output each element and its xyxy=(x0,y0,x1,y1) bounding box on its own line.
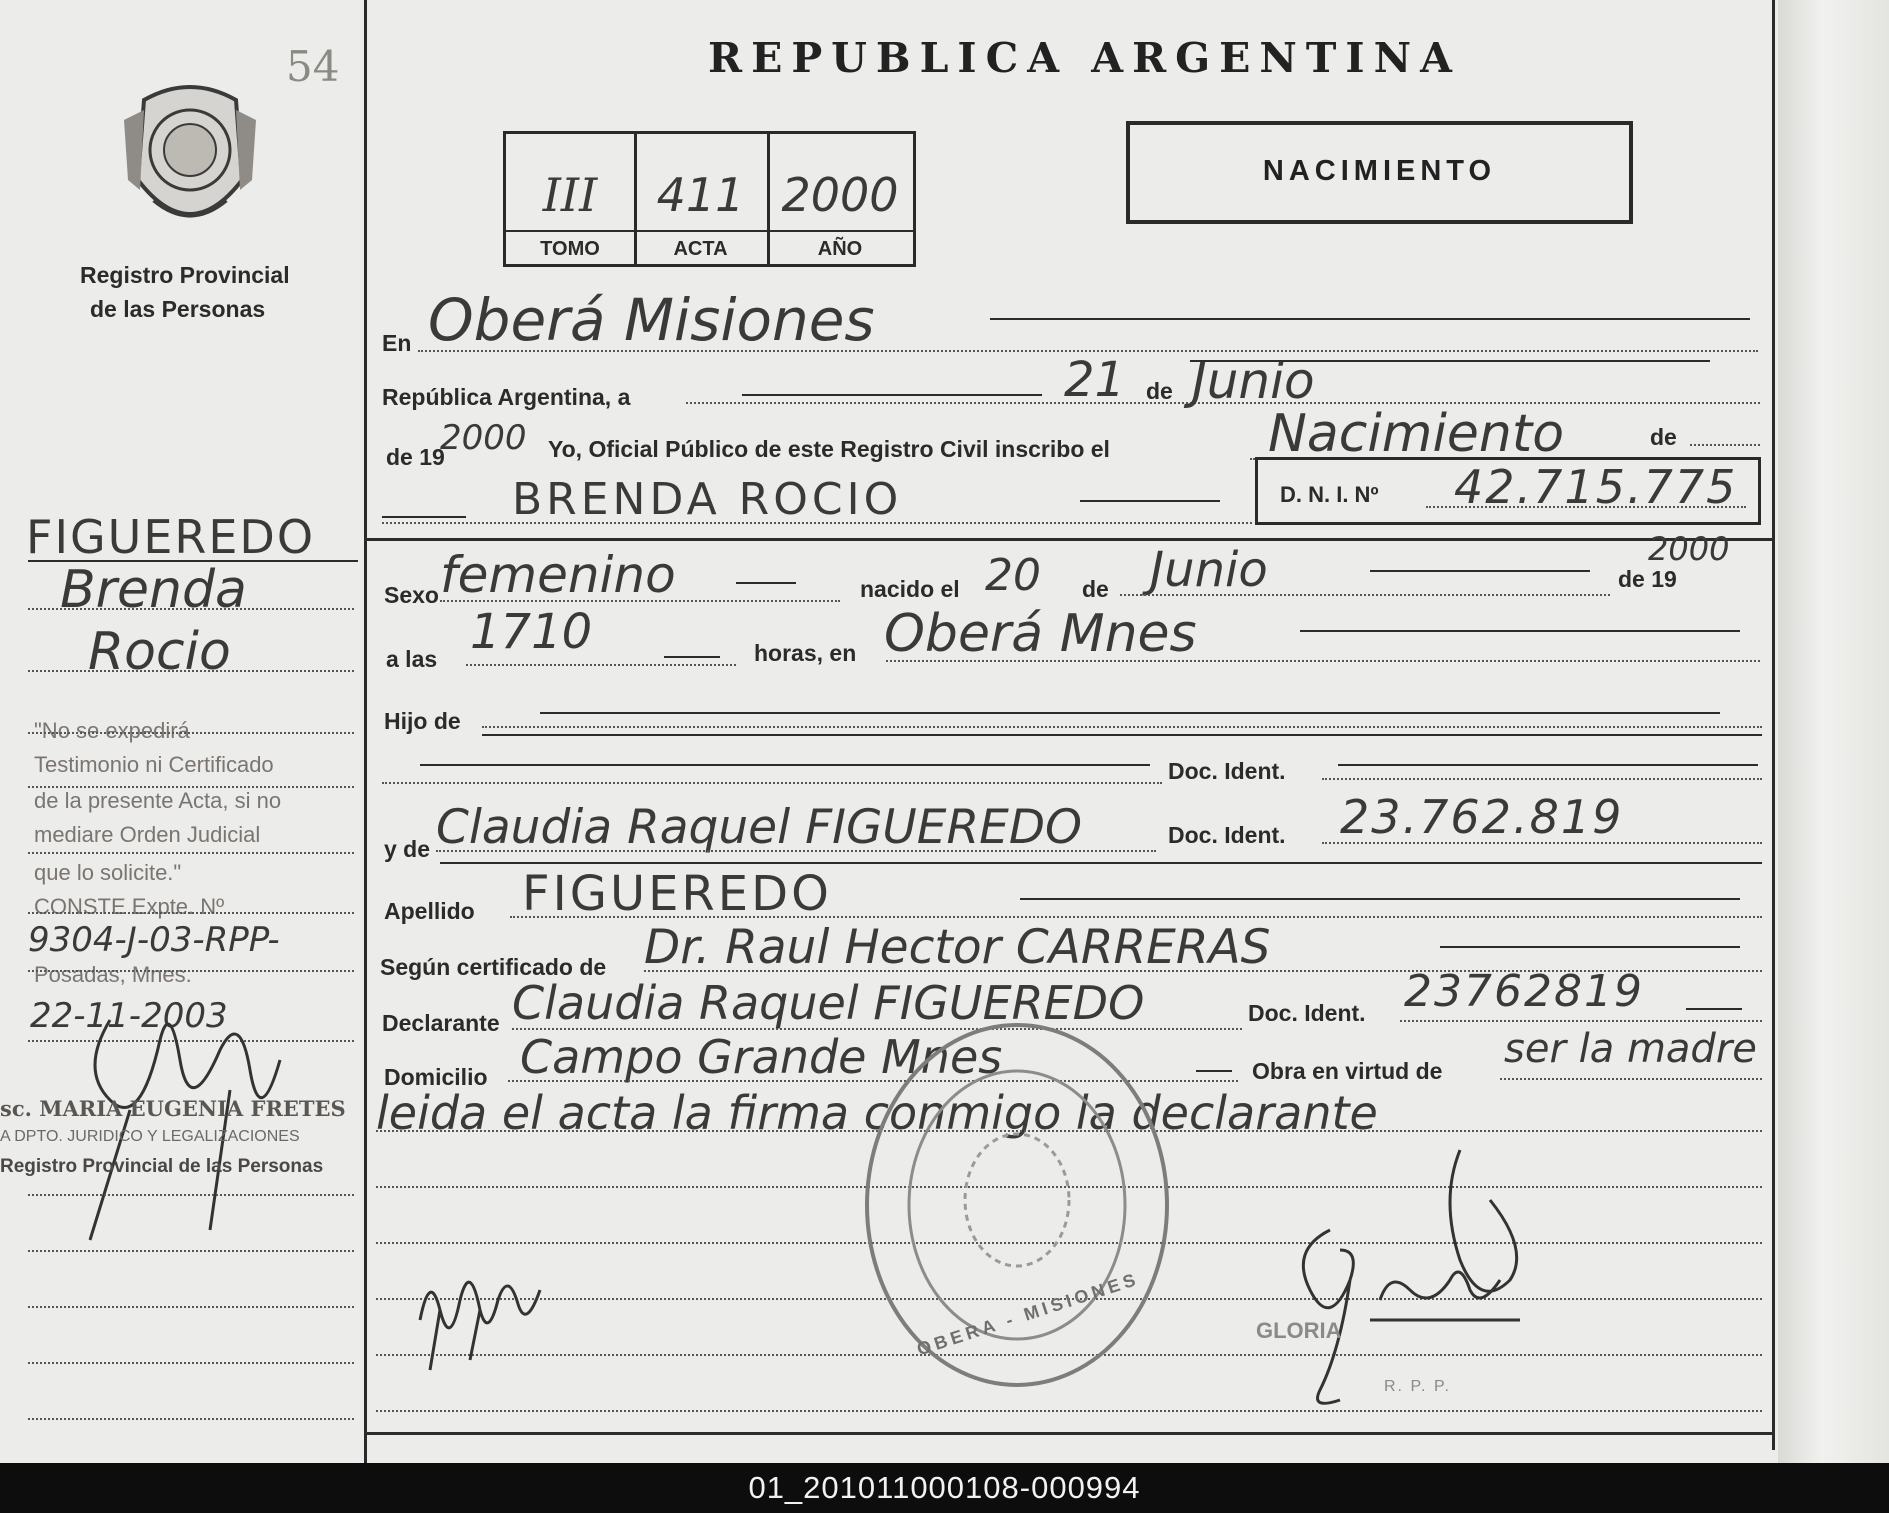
domicilio-value: Campo Grande Mnes xyxy=(520,1030,1003,1084)
bottom-page-border xyxy=(364,1432,1774,1435)
right-page-border xyxy=(1772,0,1775,1450)
year-value: 2000 xyxy=(440,418,527,458)
margin-signer-name: sc. MARIA EUGENIA FRETES xyxy=(0,1096,346,1121)
hora-value: 1710 xyxy=(470,604,593,660)
sexo-value: femenino xyxy=(440,546,676,604)
record-type-box xyxy=(1126,121,1633,224)
hijo-label: Hijo de xyxy=(384,708,461,734)
margin-signer-dept: A DPTO. JURIDICO Y LEGALIZACIONES xyxy=(0,1128,300,1145)
nacido-year-value: 2000 xyxy=(1648,530,1730,568)
en-label: En xyxy=(382,330,412,356)
signature-print-name: GLORIA xyxy=(1256,1318,1342,1343)
registry-name-line1: Registro Provincial xyxy=(80,262,290,288)
de19-label: de 19 xyxy=(386,444,445,470)
declarante-value: Claudia Raquel FIGUEREDO xyxy=(512,976,1145,1030)
doc-ident-label-1: Doc. Ident. xyxy=(1168,758,1286,784)
doc-ident-label-2: Doc. Ident. xyxy=(1168,822,1286,848)
nacido-de-label: de xyxy=(1082,576,1109,602)
alas-label: a las xyxy=(386,646,438,672)
country-title: REPUBLICA ARGENTINA xyxy=(708,34,1461,82)
nacido-label: nacido el xyxy=(860,576,960,602)
nota-value: leida el acta la firma conmigo la declarante xyxy=(376,1086,1378,1140)
officer-signature xyxy=(400,1240,570,1380)
apellido-label: Apellido xyxy=(384,898,475,924)
registry-emblem xyxy=(124,80,256,236)
margin-apellido: FIGUEREDO xyxy=(26,510,316,564)
book-reference-table xyxy=(503,131,916,267)
declarante-label: Declarante xyxy=(382,1010,500,1036)
ano-value: 2000 xyxy=(781,168,899,222)
nacido-day-value: 20 xyxy=(985,550,1041,601)
acta-label: ACTA xyxy=(673,238,728,260)
tomo-value: III xyxy=(542,168,598,222)
doc-ident-label-3: Doc. Ident. xyxy=(1248,1000,1366,1026)
margin-note-line3: de la presente Acta, si no xyxy=(34,788,282,813)
acto-value: Nacimiento xyxy=(1268,404,1565,464)
mother-doc-value: 23.762.819 xyxy=(1340,790,1624,844)
apellido-value: FIGUEREDO xyxy=(522,866,832,922)
obra-value: ser la madre xyxy=(1504,1026,1757,1072)
stamp-bottom-text: OBERA - MISIONES xyxy=(914,1268,1142,1360)
official-stamp xyxy=(852,1010,1182,1400)
page-edge-shadow xyxy=(1778,0,1889,1463)
sexo-label: Sexo xyxy=(384,582,439,608)
image-id-footer xyxy=(0,1463,1889,1513)
margin-nombre1: Brenda xyxy=(60,560,247,620)
ano-label: AÑO xyxy=(817,238,863,260)
nacido-de19-label: de 19 xyxy=(1618,566,1677,592)
day-month-sep: de xyxy=(1146,378,1173,404)
yo-oficial-label: Yo, Oficial Público de este Registro Civil inscribo el xyxy=(548,436,1110,462)
margin-posadas: Posadas, Mnes. xyxy=(34,962,192,987)
month-value: Junio xyxy=(1192,352,1315,410)
horas-label: horas, en xyxy=(754,640,857,666)
certificado-value: Dr. Raul Hector CARRERAS xyxy=(644,920,1271,975)
day-value: 21 xyxy=(1064,352,1126,408)
margin-note-line5: que lo solicite." xyxy=(34,860,182,885)
margin-note-line1: "No se expedirá xyxy=(34,718,190,743)
republica-label: República Argentina, a xyxy=(382,384,631,410)
obra-label: Obra en virtud de xyxy=(1252,1058,1443,1084)
en-value: Oberá Misiones xyxy=(428,286,875,354)
registry-name-line2: de las Personas xyxy=(90,296,266,322)
lugar-value: Oberá Mnes xyxy=(884,604,1197,664)
segun-certificado-label: Según certificado de xyxy=(380,954,607,980)
domicilio-label: Domicilio xyxy=(384,1064,488,1090)
yde-label: y de xyxy=(384,836,431,862)
mother-name-value: Claudia Raquel FIGUEREDO xyxy=(436,800,1083,855)
rpp-text: R. P. P. xyxy=(1384,1378,1451,1395)
declarante-doc-value: 23762819 xyxy=(1404,966,1644,1017)
margin-nombre2: Rocio xyxy=(88,622,231,682)
dni-box xyxy=(1255,457,1761,525)
margin-note-line4: mediare Orden Judicial xyxy=(34,822,261,847)
margin-note-line2: Testimonio ni Certificado xyxy=(34,752,274,777)
margin-expte: 9304-J-03-RPP- xyxy=(28,920,280,960)
acta-value: 411 xyxy=(656,168,745,222)
tomo-label: TOMO xyxy=(540,238,600,260)
left-margin-divider xyxy=(364,0,367,1463)
acto-de-label: de xyxy=(1650,424,1677,450)
image-id-text: 01_201011000108-000994 xyxy=(748,1470,1141,1505)
dni-label: D. N. I. Nº xyxy=(1280,482,1379,507)
dni-value: 42.715.775 xyxy=(1454,460,1738,514)
margin-signer-registry: Registro Provincial de las Personas xyxy=(0,1156,324,1177)
record-type-label: NACIMIENTO xyxy=(1262,155,1497,187)
margin-note-line6: CONSTE Expte. Nº xyxy=(34,894,225,919)
margin-fecha: 22-11-2003 xyxy=(30,996,228,1036)
child-name-value: BRENDA ROCIO xyxy=(512,474,903,525)
nacido-month-value: Junio xyxy=(1150,542,1268,598)
page-number: 54 xyxy=(286,42,340,91)
